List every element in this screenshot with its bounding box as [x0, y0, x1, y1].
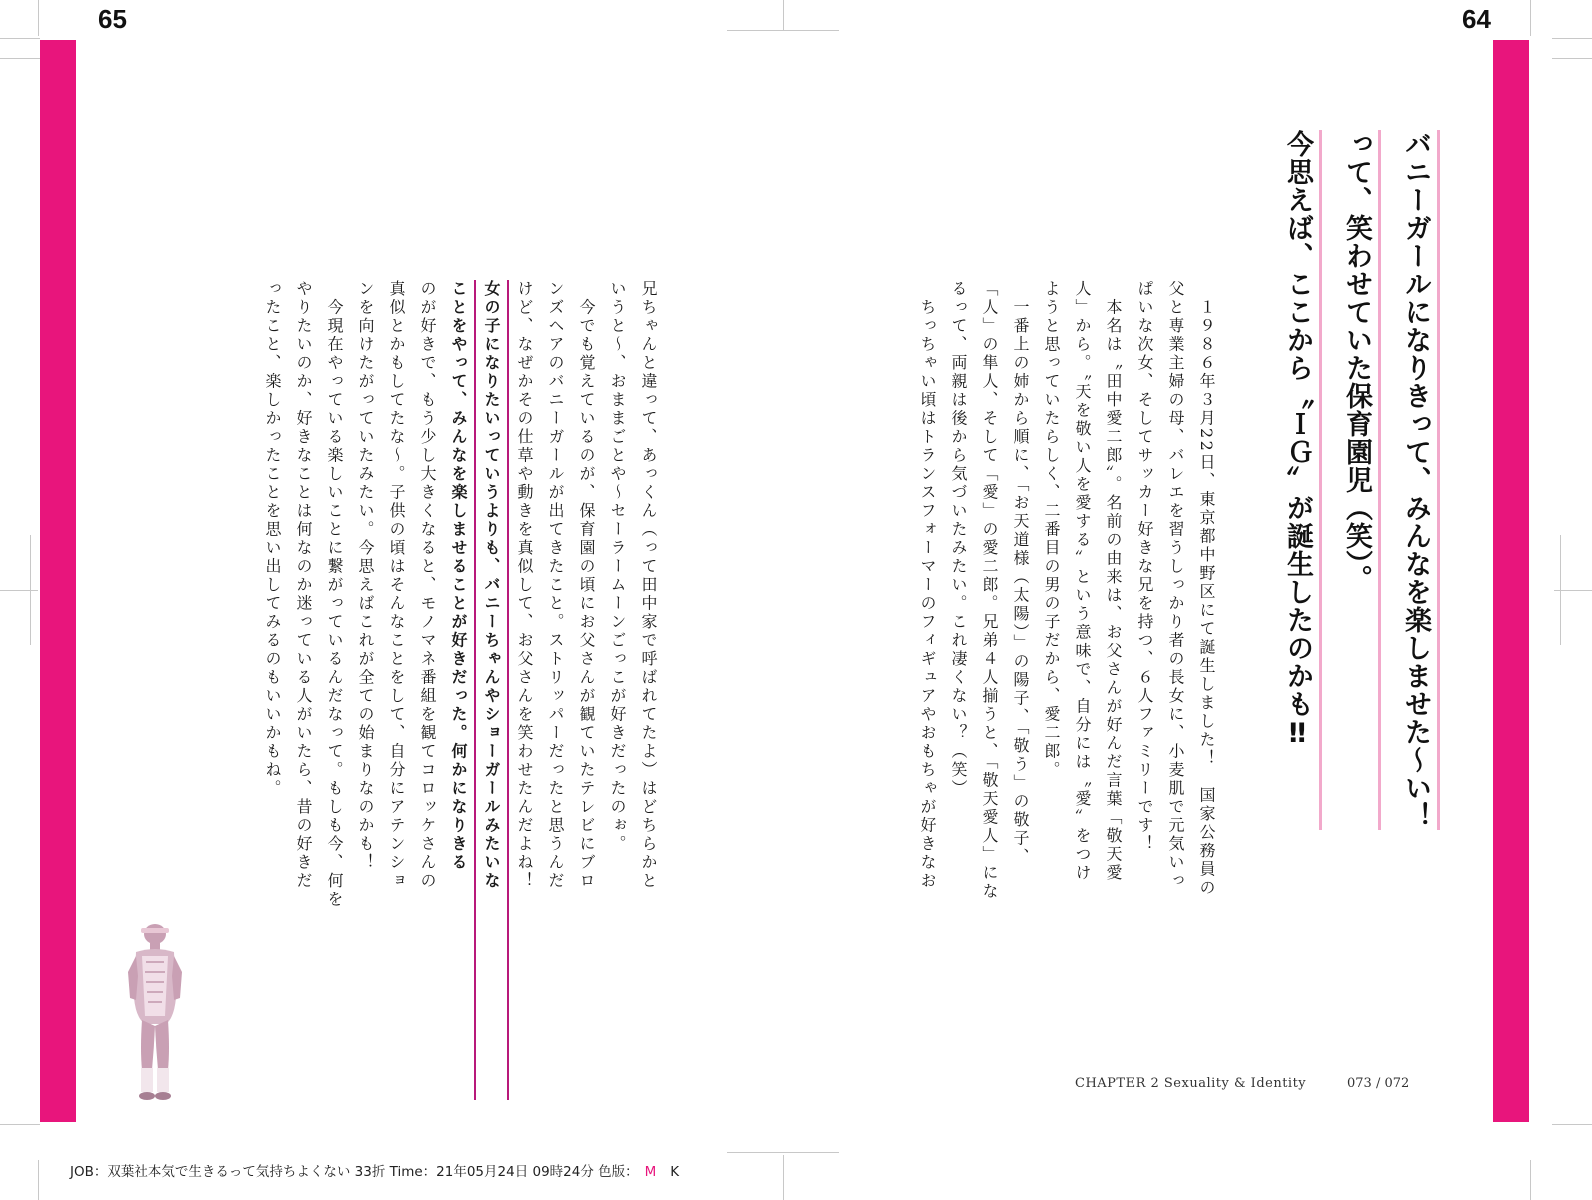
body-line: 今現在やっている楽しいことに繋がっているんだなって。もしも今、何を — [325, 280, 344, 909]
page-number-left: 65 — [98, 4, 127, 34]
plate-m-label: M — [644, 1164, 657, 1180]
crop-mark — [1552, 38, 1592, 39]
body-line: 兄ちゃんと違って、あっくん（って田中家で呼ばれてたよ）はどちらかと — [639, 280, 658, 891]
body-line: 本名は〝田中愛二郎〟。名前の由来は、お父さんが好んだ言葉「敬天愛 — [1104, 280, 1123, 883]
body-line: ンを向けたがっていたみたい。今思えばこれが全ての始まりなのかも！ — [356, 280, 375, 872]
crop-mark — [727, 30, 839, 31]
person-figure-image — [118, 920, 208, 1105]
crop-mark — [0, 58, 40, 59]
body-text-right — [912, 280, 1222, 1100]
crop-mark — [783, 0, 784, 30]
pink-bar-right — [1493, 40, 1529, 1122]
headline-line: バニーガールになりきって、みんなを楽しませた〜い！ — [1395, 130, 1440, 830]
body-line-highlight: 女の子になりたいっていうよりも、バニーちゃんやショーガールみたいな — [476, 280, 509, 1100]
body-line: ようと思っていたらしく、二番目の男の子だから、愛二郎。 — [1042, 280, 1061, 780]
crop-mark — [1552, 1124, 1592, 1125]
body-line: けど、なぜかその仕草や動きを真似して、お父さんを笑わせたんだよね！ — [515, 280, 534, 891]
headline-line: 今思えば、ここから〝ＩＧ〟が誕生したのかも‼ — [1277, 130, 1322, 830]
body-line: ちっちゃい頃はトランスフォーマーのフィギュアやおもちゃが好きなお — [918, 280, 937, 891]
headline-block — [1277, 130, 1440, 830]
crop-mark — [38, 1160, 39, 1200]
body-line-highlight: ことをやって、みんなを楽しませることが好きだった。何かになりきる — [443, 280, 476, 1100]
body-text-left — [257, 280, 664, 1100]
body-line: やりたいのか、好きなことは何なのか迷っている人がいたら、昔の好きだ — [294, 280, 313, 891]
crop-mark — [1560, 535, 1561, 645]
crop-mark — [727, 1152, 839, 1153]
pink-bar-left — [40, 40, 76, 1122]
footer-chapter-label: CHAPTER 2 Sexuality & Identity — [1075, 1076, 1307, 1091]
body-line: 人」から。〝天を敬い人を愛する〟という意味で、自分には〝愛〟をつけ — [1073, 280, 1092, 883]
body-line: 「人」の隼人、そして「愛」の愛二郎。兄弟４人揃うと、「敬天愛人」にな — [980, 280, 999, 901]
body-line: １９８６年３月22日、東京都中野区にて誕生しました！ 国家公務員の — [1197, 280, 1216, 898]
body-line: るって、両親は後から気づいたみたい。これ凄くない？（笑） — [949, 280, 968, 798]
body-line: ンズヘアのバニーガールが出てきたこと。ストリッパーだったと思うんだ — [546, 280, 565, 891]
crop-mark — [1552, 58, 1592, 59]
crop-mark — [783, 1155, 784, 1200]
headline-line: って、笑わせていた保育園児（笑）。 — [1336, 130, 1381, 830]
body-line: いうと〜、おままごとや〜セーラームーンごっこが好きだったのぉ。 — [608, 280, 627, 854]
plate-k-label: K — [670, 1164, 680, 1180]
body-line: 今でも覚えているのが、保育園の頃にお父さんが観ていたテレビにブロ — [577, 280, 596, 891]
crop-mark — [0, 38, 40, 39]
crop-mark — [0, 590, 38, 591]
footer-page-range: 073 / 072 — [1347, 1076, 1410, 1091]
crop-mark — [30, 535, 31, 645]
print-slug — [70, 1160, 679, 1180]
crop-mark — [1530, 0, 1531, 36]
body-line: 一番上の姉から順に、「お天道様（太陽）」の陽子、「敬う」の敬子、 — [1011, 280, 1030, 867]
body-line: のが好きで、もう少し大きくなると、モノマネ番組を観てコロッケさんの — [418, 280, 437, 891]
body-line: ったこと、楽しかったことを思い出してみるのもいいかもね。 — [263, 280, 282, 798]
slug-text: JOB：双葉社本気で生きるって気持ちよくない 33折 Time：21年05月24日 09時24分 色版： — [70, 1164, 639, 1180]
body-line: ぱいな次女、そしてサッカー好きな兄を持つ、６人ファミリーです！ — [1135, 280, 1154, 854]
page-number-right: 64 — [1462, 4, 1491, 34]
body-line: 真似とかもしてたな〜。子供の頃はそんなことをして、自分にアテンショ — [387, 280, 406, 891]
crop-mark — [38, 0, 39, 36]
crop-mark — [0, 1124, 40, 1125]
body-line: 父と専業主婦の母、バレエを習うしっかり者の長女に、小麦肌で元気いっ — [1166, 280, 1185, 891]
crop-mark — [1530, 1160, 1531, 1200]
